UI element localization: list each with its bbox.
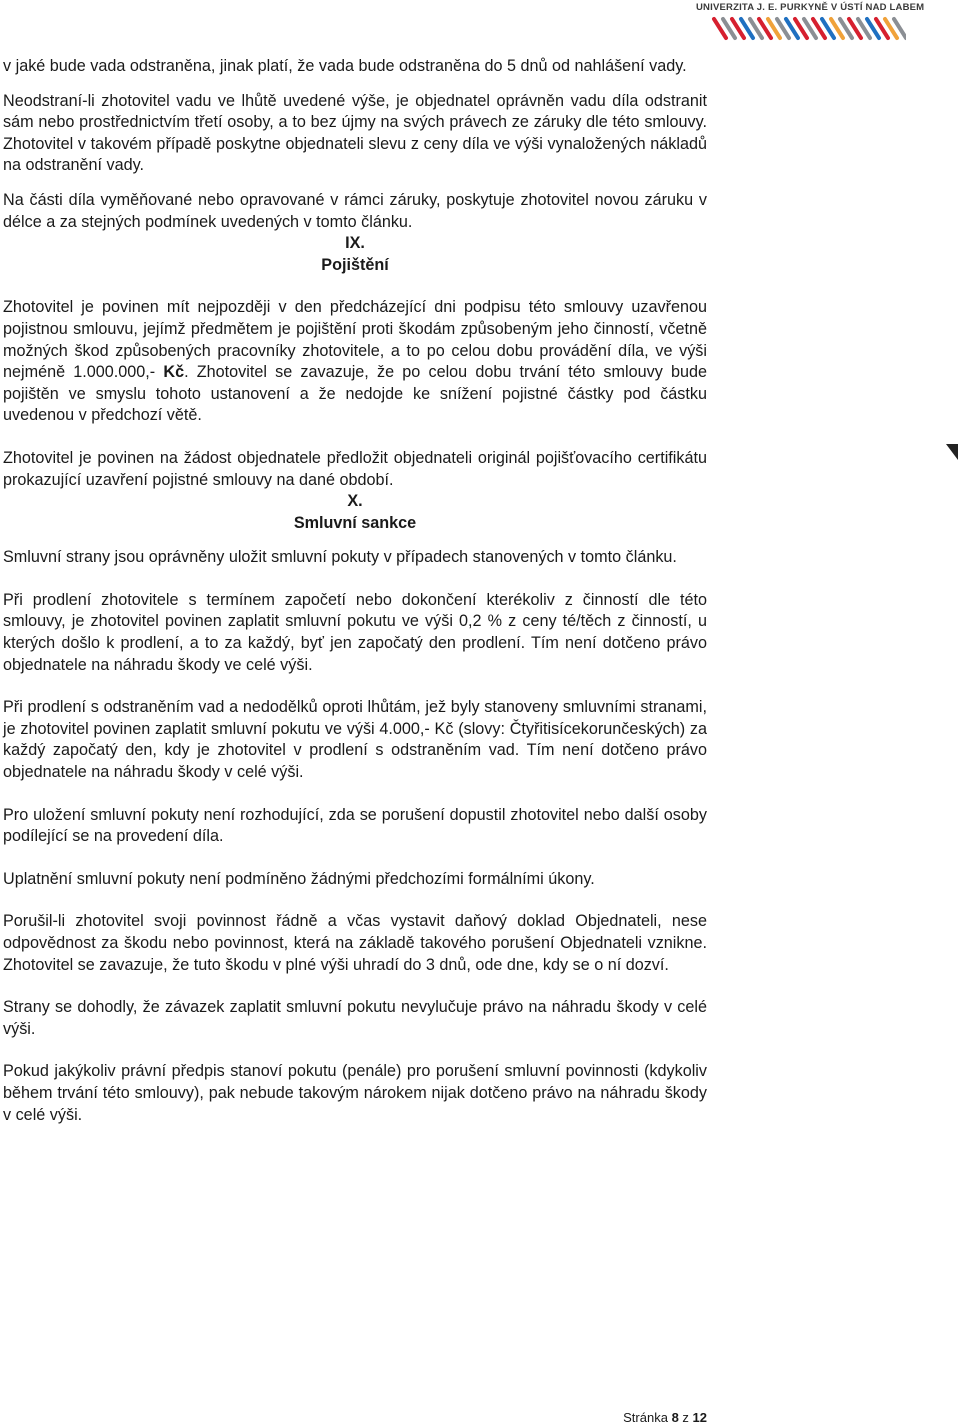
section-ix-number: IX.: [345, 234, 365, 253]
logo-text: UNIVERZITA J. E. PURKYNĚ V ÚSTÍ NAD LABEM: [696, 2, 925, 13]
page-number-total: 12: [692, 1410, 707, 1425]
paragraph-certifikat: Zhotovitel je povinen na žádost objednatele předložit objednateli originál pojišťovacího certifikátu prokazující uzavření pojistné smlouvy na dané období.: [3, 448, 707, 489]
paragraph-sankce-5: Uplatnění smluvní pokuty není podmíněno žádnými předchozími formálními úkony.: [3, 869, 595, 888]
paragraph-nova-zaruka: Na části díla vyměňované nebo opravované v rámci záruky, poskytuje zhotovitel novou záruku v délce a za stejných podmínek uvedených v tomto článku.: [3, 190, 707, 231]
pojisteni-text-end: . Zhotovitel se zavazuje, že po celou dobu trvání této smlouvy bude pojištěn ve smyslu tohoto ustanovení a že nedojde ke snížení pojistné částky pod částku uvedenou v předchozí větě.: [3, 363, 707, 425]
paragraph-sankce-3: Při prodlení s odstraněním vad a nedodělků oproti lhůtám, jež byly stanoveny smluvními stranami, je zhotovitel povinen zaplatit smluvní pokutu ve výši 4.000,- Kč (slovy: Čtyřitisícekorunčeských) za každý započatý den, kdy je zhotovitel v prodlení s odstraněním vad. Tím není dotčeno právo objednatele na náhradu škody v celé výši.: [3, 698, 707, 782]
paragraph-vada-odstranena: v jaké bude vada odstraněna, jinak platí, že vada bude odstraněna do 5 dnů od nahlášení vady.: [3, 57, 687, 75]
paragraph-sankce-4: Pro uložení smluvní pokuty není rozhodující, zda se porušení dopustil zhotovitel nebo další osoby podílející se na provedení díla.: [3, 805, 707, 846]
paragraph-sankce-6: Porušil-li zhotovitel svoji povinnost řádně a včas vystavit daňový doklad Objednateli, nese odpovědnost za škodu nebo povinnost, která na základě takového porušení Objednateli vznikne. Zhotovitel se zavazuje, že tuto škodu v plné výši uhradí do 3 dnů, ode dne, kdy se o ní dozví.: [3, 912, 707, 974]
page-number-prefix: Stránka: [623, 1410, 672, 1425]
paragraph-sankce-8: Pokud jakýkoliv právní předpis stanoví pokutu (penále) pro porušení smluvní povinnosti (kdykoliv během trvání této smlouvy), pak nebude takovým nárokem nijak dotčeno právo na náhradu škody v celé výši.: [3, 1062, 707, 1124]
page-corner-marker-icon: [946, 444, 958, 460]
section-ix-title: Pojištění: [321, 255, 389, 274]
paragraph-sankce-7: Strany se dohodly, že závazek zaplatit smluvní pokutu nevylučuje právo na náhradu škody v celé výši.: [3, 998, 707, 1038]
pojisteni-text-main: Zhotovitel je povinen mít nejpozději v den předcházející dni podpisu této smlouvy uzavřenou pojistnou smlouvu, jejímž předmětem je pojištění proti škodám způsobeným jeho činností, včetně možných škod způsobených pracovníky zhotovitele, a to po celou dobu provádění díla, ve výši nejméně 1.000.000,-: [3, 298, 707, 382]
section-x-number: X.: [347, 492, 363, 511]
pojisteni-currency: Kč: [163, 363, 185, 382]
paragraph-sankce-1: Smluvní strany jsou oprávněny uložit smluvní pokuty v případech stanovených v tomto článku.: [3, 548, 677, 567]
paragraph-neodstrani-li: Neodstraní-li zhotovitel vadu ve lhůtě uvedené výše, je objednatel oprávněn vadu díla odstranit sám nebo prostřednictvím třetí osoby, a to bez újmy na svých právech ze záruky dle této smlouvy. Zhotovitel v takovém případě poskytne objednateli slevu z ceny díla ve výši vynaložených nákladů na odstranění vady.: [3, 91, 707, 175]
paragraph-sankce-2: Při prodlení zhotovitele s termínem započetí nebo dokončení kterékoliv z činností dle této smlouvy, je zhotovitel povinen zaplatit smluvní pokutu ve výši 0,2 % z ceny té/těch z činností, u kterých došlo k prodlení, a to za každý, byť jen započatý den prodlení. Tím není dotčeno právo objednatele na náhradu škody ve celé výši.: [3, 590, 707, 674]
page-number: [623, 1410, 707, 1425]
logo-stripes-icon: [710, 16, 906, 42]
section-x-title: Smluvní sankce: [293, 513, 417, 532]
document-body: [3, 56, 707, 1126]
paragraph-pojisteni: [3, 297, 707, 427]
university-logo: [696, 2, 925, 42]
page-number-sep: z: [678, 1410, 693, 1425]
page-number-current: 8: [671, 1410, 679, 1425]
